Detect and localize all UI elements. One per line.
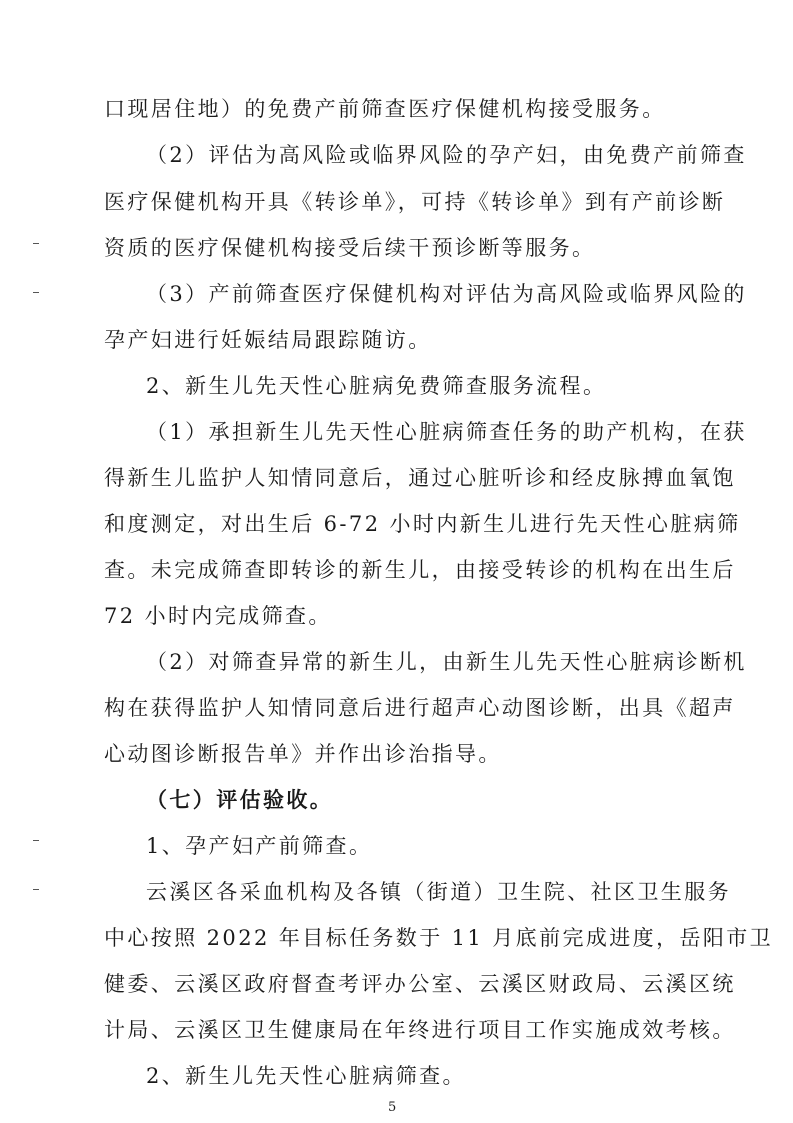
body-line-5: （3）产前筛查医疗保健机构对评估为高风险或临界风险的: [146, 282, 747, 306]
body-line-10: 和度测定，对出生后 6-72 小时内新生儿进行先天性心脏病筛: [104, 512, 741, 536]
body-line-4: 资质的医疗保健机构接受后续干预诊断等服务。: [104, 236, 596, 260]
body-line-19: 中心按照 2022 年目标任务数于 11 月底前完成进度，岳阳市卫: [104, 926, 774, 950]
body-line-21: 计局、云溪区卫生健康局在年终进行项目工作实施成效考核。: [104, 1018, 736, 1042]
body-line-20: 健委、云溪区政府督查考评办公室、云溪区财政局、云溪区统: [104, 972, 736, 996]
body-line-9: 得新生儿监护人知情同意后，通过心脏听诊和经皮脉搏血氧饱: [104, 466, 736, 490]
subsection-heading-1: 1、孕产妇产前筛查。: [146, 834, 373, 858]
body-line-3: 医疗保健机构开具《转诊单》，可持《转诊单》到有产前诊断: [104, 190, 726, 214]
body-line-6: 孕产妇进行妊娠结局跟踪随访。: [104, 328, 432, 352]
body-line-2: （2）评估为高风险或临界风险的孕产妇，由免费产前筛查: [146, 143, 747, 167]
section-heading-7: （七）评估验收。: [146, 787, 334, 812]
body-line-14: 构在获得监护人知情同意后进行超声心动图诊断，出具《超声: [104, 696, 736, 720]
margin-mark: [33, 889, 39, 890]
section-heading-2: 2、新生儿先天性心脏病免费筛查服务流程。: [146, 374, 607, 398]
body-line-1: 口现居住地）的免费产前筛查医疗保健机构接受服务。: [104, 97, 666, 121]
page-number: 5: [388, 1100, 397, 1115]
margin-mark: [33, 292, 39, 293]
body-line-11: 查。未完成筛查即转诊的新生儿，由接受转诊的机构在出生后: [104, 558, 736, 582]
body-line-8: （1）承担新生儿先天性心脏病筛查任务的助产机构，在获: [146, 420, 747, 444]
body-line-15: 心动图诊断报告单》并作出诊治指导。: [104, 742, 502, 766]
body-line-13: （2）对筛查异常的新生儿，由新生儿先天性心脏病诊断机: [146, 650, 747, 674]
body-line-12: 72 小时内完成筛查。: [104, 604, 332, 628]
margin-mark: [33, 840, 39, 841]
body-line-18: 云溪区各采血机构及各镇（街道）卫生院、社区卫生服务: [146, 880, 731, 904]
subsection-heading-2: 2、新生儿先天性心脏病筛查。: [146, 1064, 466, 1088]
margin-mark: [33, 243, 39, 244]
